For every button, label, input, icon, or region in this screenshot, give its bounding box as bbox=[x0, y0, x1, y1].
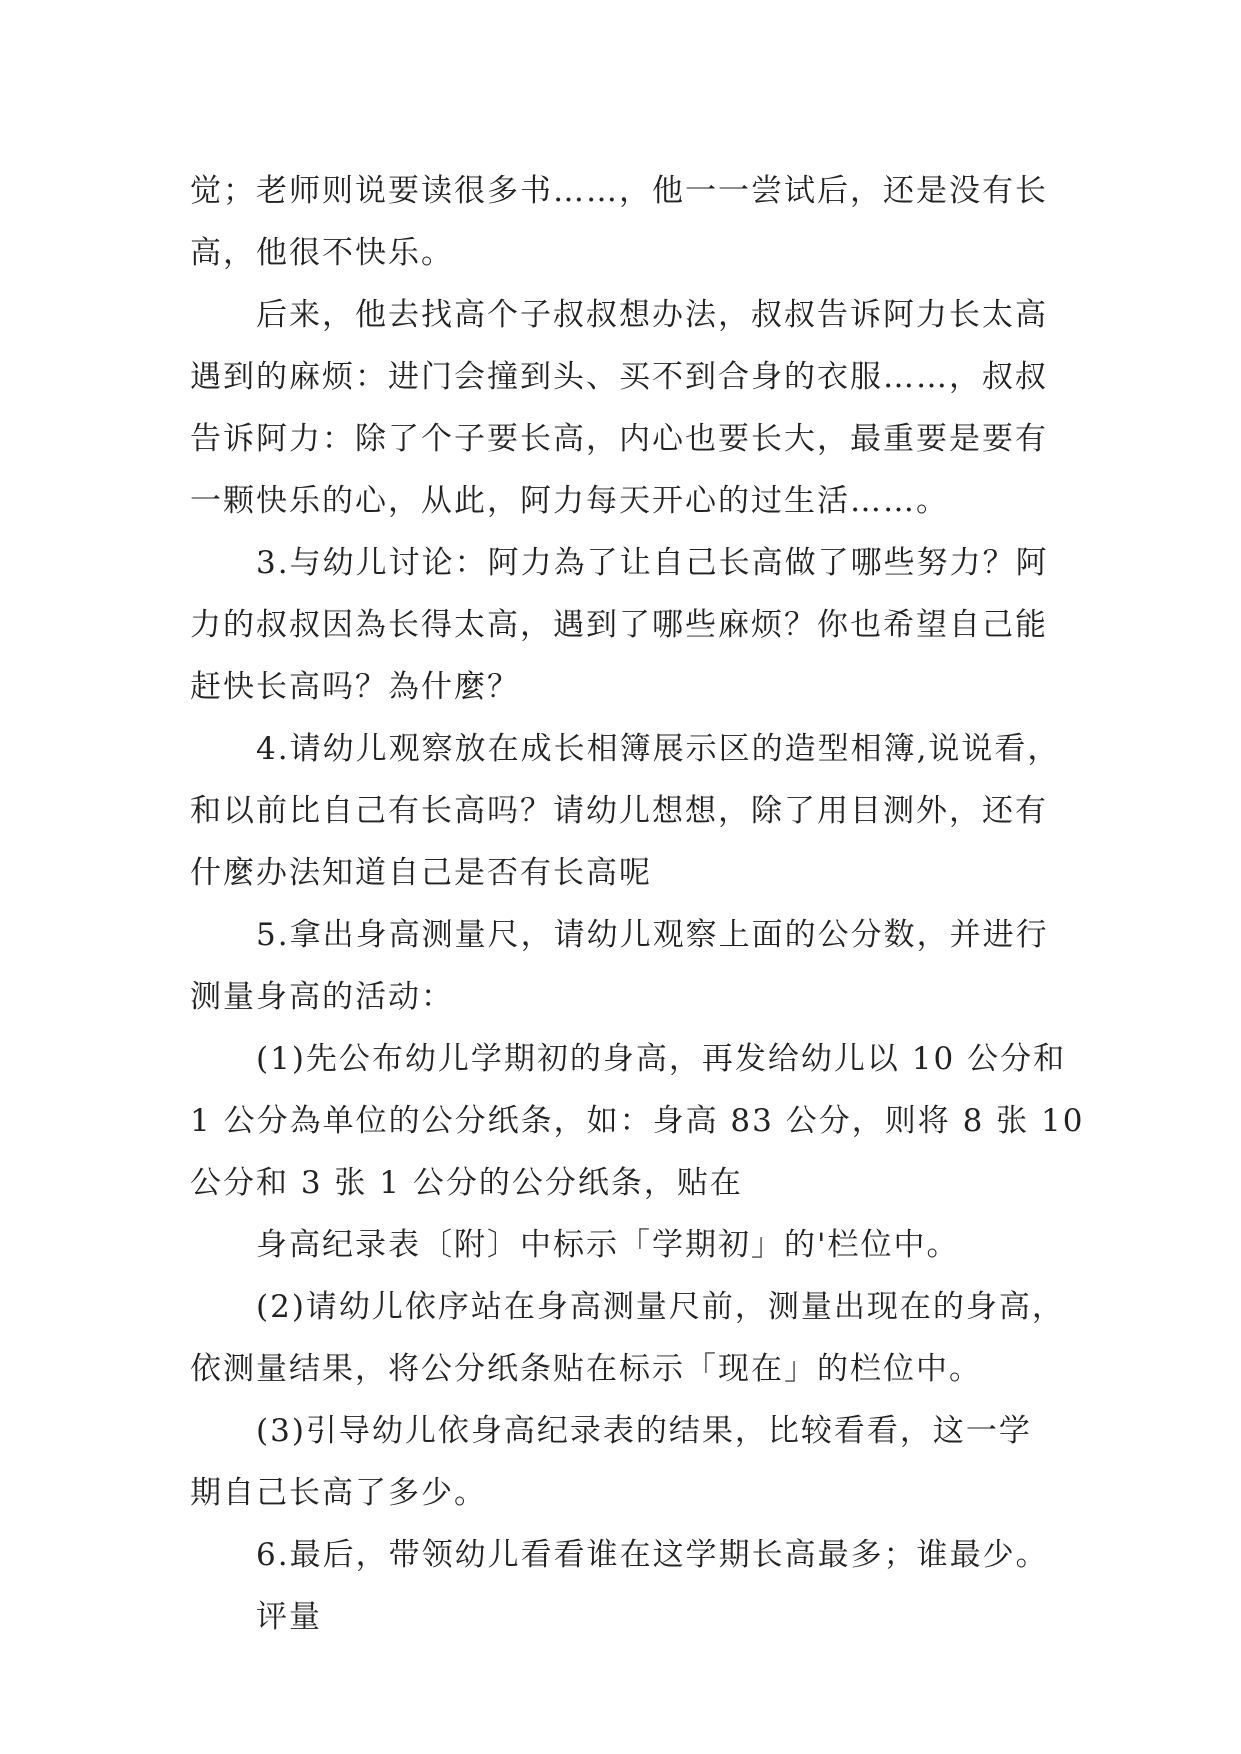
paragraph-8 bbox=[190, 1276, 1070, 1400]
paragraph-10 bbox=[190, 1524, 1070, 1586]
text-line: (1)先公布幼儿学期初的身高，再发给幼儿以 10 公分和 bbox=[256, 1041, 1067, 1077]
paragraph-7 bbox=[190, 1214, 1070, 1276]
section-heading bbox=[190, 1586, 1070, 1648]
paragraph-3 bbox=[190, 532, 1070, 718]
text-line: 1 公分為单位的公分纸条，如：身高 83 公分，则将 8 张 10 bbox=[190, 1103, 1085, 1139]
paragraph-2 bbox=[190, 284, 1070, 532]
paragraph-9 bbox=[190, 1400, 1070, 1524]
text-line: 力的叔叔因為长得太高，遇到了哪些麻烦？你也希望自己能 bbox=[190, 607, 1048, 643]
paragraph-1 bbox=[190, 160, 1070, 284]
text-line: 依测量结果，将公分纸条贴在标示「现在」的栏位中。 bbox=[190, 1351, 982, 1387]
text-line: 一颗快乐的心，从此，阿力每天开心的过生活……。 bbox=[190, 483, 949, 519]
text-line: 4.请幼儿观察放在成长相簿展示区的造型相簿,说说看， bbox=[256, 731, 1061, 767]
text-line: 和以前比自己有长高吗？请幼儿想想，除了用目测外，还有 bbox=[190, 793, 1048, 829]
text-line: 测量身高的活动： bbox=[190, 979, 454, 1015]
text-line: 6.最后，带领幼儿看看谁在这学期长高最多；谁最少。 bbox=[256, 1537, 1049, 1573]
text-line: 觉；老师则说要读很多书……，他一一尝试后，还是没有长 bbox=[190, 173, 1048, 209]
text-line: 什麼办法知道自己是否有长高呢 bbox=[190, 855, 652, 891]
text-line: 遇到的麻烦：进门会撞到头、买不到合身的衣服……，叔叔 bbox=[190, 359, 1048, 395]
text-line: 期自己长高了多少。 bbox=[190, 1475, 487, 1511]
paragraph-5 bbox=[190, 904, 1070, 1028]
text-line: 后来，他去找高个子叔叔想办法，叔叔告诉阿力长太高 bbox=[256, 297, 1048, 333]
paragraph-6 bbox=[190, 1028, 1085, 1214]
text-line: 3.与幼儿讨论：阿力為了让自己长高做了哪些努力？阿 bbox=[256, 545, 1049, 581]
text-line: (2)请幼儿依序站在身高测量尺前，测量出现在的身高， bbox=[256, 1289, 1065, 1325]
text-line: 公分和 3 张 1 公分的公分纸条，贴在 bbox=[190, 1165, 743, 1201]
text-line: 高，他很不快乐。 bbox=[190, 235, 454, 271]
text-line: (3)引导幼儿依身高纪录表的结果，比较看看，这一学 bbox=[256, 1413, 1032, 1449]
document-body bbox=[190, 160, 1085, 1648]
text-line: 5.拿出身高测量尺，请幼儿观察上面的公分数，并进行 bbox=[256, 917, 1049, 953]
heading-text: 评量 bbox=[256, 1599, 322, 1635]
text-line: 告诉阿力：除了个子要长高，内心也要长大，最重要是要有 bbox=[190, 421, 1048, 457]
text-line: 身高纪录表〔附〕中标示「学期初」的'栏位中。 bbox=[256, 1227, 960, 1263]
text-line: 赶快长高吗？為什麼？ bbox=[190, 669, 520, 705]
paragraph-4 bbox=[190, 718, 1070, 904]
